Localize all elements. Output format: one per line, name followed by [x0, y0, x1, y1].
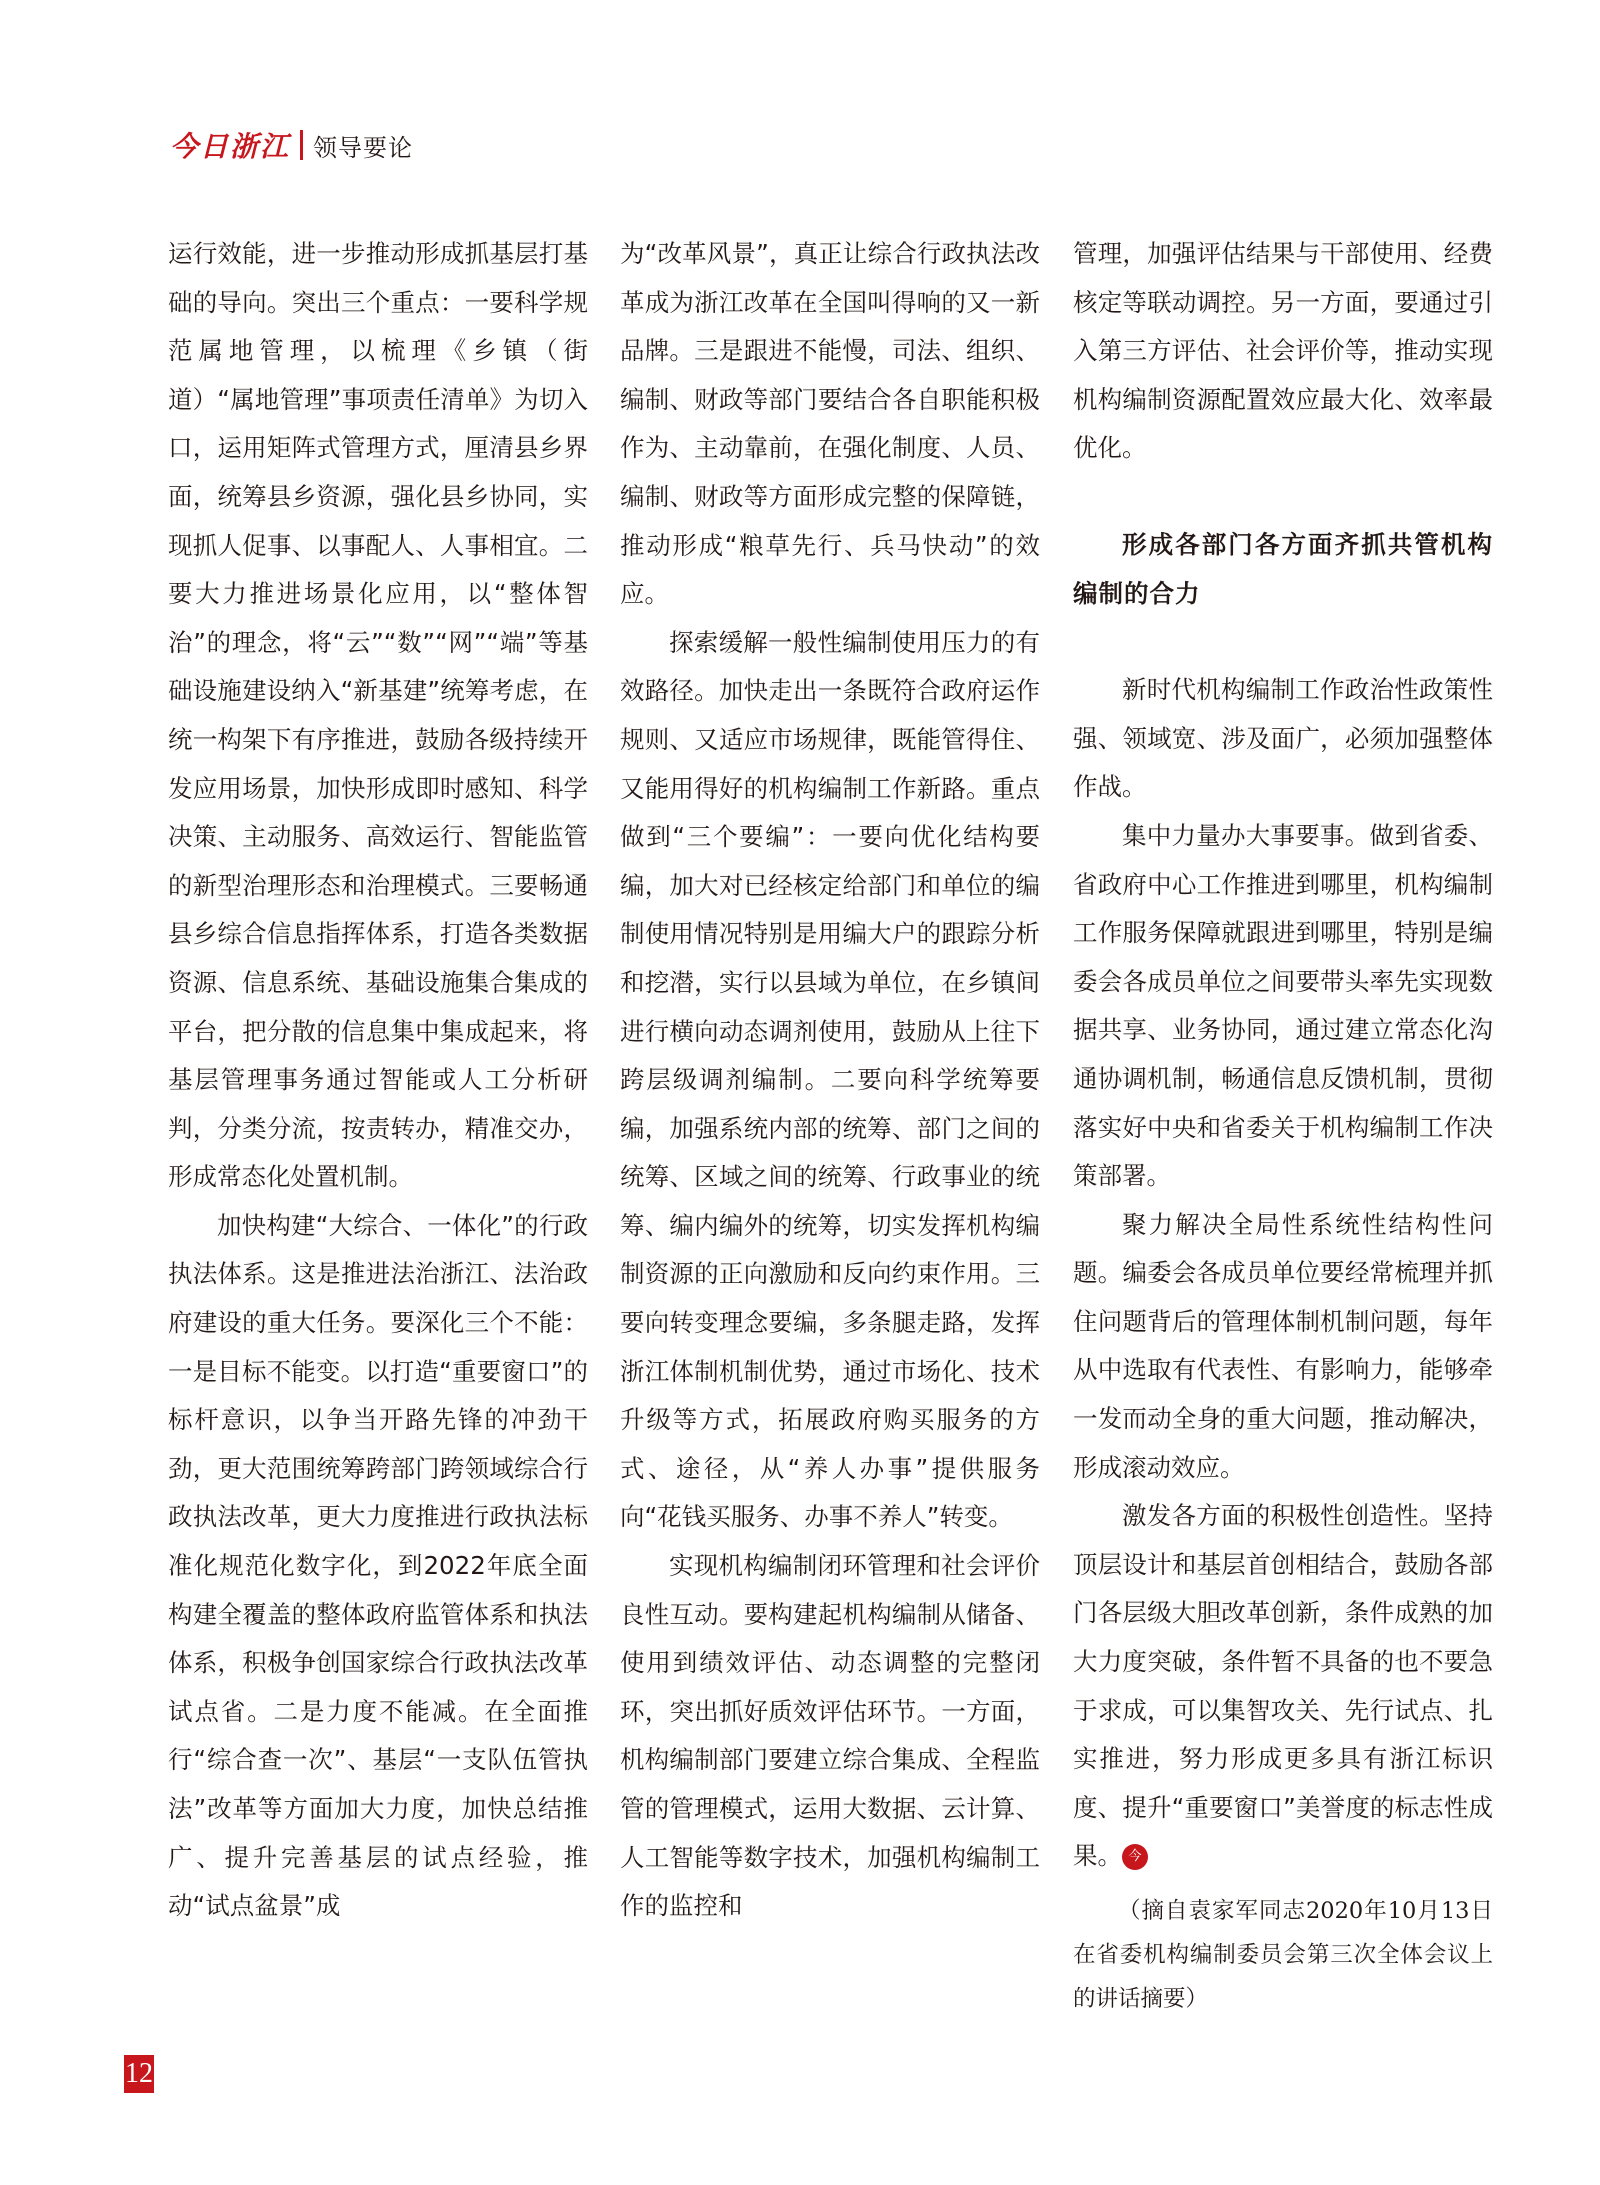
paragraph-lead: 聚力解决全局性系统性结构性问题。	[1073, 1209, 1493, 1288]
column-1	[168, 230, 588, 1931]
column-3	[1073, 230, 1493, 2021]
paragraph-body: 编委会各成员单位要经常梳理并抓住问题背后的管理体制机制问题，每年从中选取有代表性、有影响力，能够牵一发而动全身的重大问题，推动解决，形成滚动效应。	[1073, 1258, 1493, 1482]
paragraph-body: 坚持顶层设计和基层首创相结合，鼓励各部门各层级大胆改革创新，条件成熟的加大力度突破，条件暂不具备的也不要急于求成，可以集智攻关、先行试点、扎实推进，努力形成更多具有浙江标识度、提升“重要窗口”美誉度的标志性成果。	[1073, 1501, 1493, 1871]
paragraph-lead: 集中力量办大事要事。	[1122, 820, 1370, 850]
paragraph	[1073, 1201, 1493, 1493]
end-mark-icon: 今	[1122, 1844, 1148, 1870]
paragraph-lead: 激发各方面的积极性创造性。	[1122, 1501, 1444, 1531]
page-header	[170, 125, 413, 165]
paragraph: 加快构建“大综合、一体化”的行政执法体系。这是推进法治浙江、法治政府建设的重大任务。要深化三个不能：一是目标不能变。以打造“重要窗口”的标杆意识，以争当开路先锋的冲劲干劲，更大范围统筹跨部门跨领域综合行政执法改革，更大力度推进行政执法标准化规范化数字化，到2022年底全面构建全覆盖的整体政府监管体系和执法体系，积极争创国家综合行政执法改革试点省。二是力度不能减。在全面推行“综合查一次”、基层“一支队伍管执法”改革等方面加大力度，加快总结推广、提升完善基层的试点经验，推动“试点盆景”成	[168, 1210, 588, 1921]
paragraph: 新时代机构编制工作政治性政策性强、领域宽、涉及面广，必须加强整体作战。	[1073, 675, 1493, 802]
paragraph: 实现机构编制闭环管理和社会评价良性互动。要构建起机构编制从储备、使用到绩效评估、动态调整的完整闭环，突出抓好质效评估环节。一方面，机构编制部门要建立综合集成、全程监管的管理模式，运用大数据、云计算、人工智能等数字技术，加强机构编制工作的监控和	[620, 1551, 1040, 1921]
header-divider	[300, 130, 303, 160]
paragraph: 探索缓解一般性编制使用压力的有效路径。加快走出一条既符合政府运作规则、又适应市场规律，既能管得住、又能用得好的机构编制工作新路。重点做到“三个要编”：一要向优化结构要编，加大对已经核定给部门和单位的编制使用情况特别是用编大户的跟踪分析和挖潜，实行以县域为单位，在乡镇间进行横向动态调剂使用，鼓励从上往下跨层级调剂编制。二要向科学统筹要编，加强系统内部的统筹、部门之间的统筹、区域之间的统筹、行政事业的统筹、编内编外的统筹，切实发挥机构编制资源的正向激励和反向约束作用。三要向转变理念要编，多条腿走路，发挥浙江体制机制优势，通过市场化、技术升级等方式，拓展政府购买服务的方式、途径，从“养人办事”提供服务向“花钱买服务、办事不养人”转变。	[620, 627, 1040, 1532]
magazine-logo: 今日浙江	[170, 130, 291, 163]
paragraph	[1073, 1492, 1493, 1881]
paragraph-body: 做到省委、省政府中心工作推进到哪里，机构编制工作服务保障就跟进到哪里，特别是编委会各成员单位之间要带头率先实现数据共享、业务协同，通过建立常态化沟通协调机制，畅通信息反馈机制，贯彻落实好中央和省委关于机构编制工作决策部署。	[1073, 820, 1493, 1191]
section-title: 领导要论	[313, 133, 414, 162]
paragraph: 管理，加强评估结果与干部使用、经费核定等联动调控。另一方面，要通过引入第三方评估、社会评价等，推动实现机构编制资源配置效应最大化、效率最优化。	[1073, 239, 1493, 463]
source-note: （摘自袁家军同志2020年10月13日在省委机构编制委员会第三次全体会议上的讲话摘要）	[1073, 1898, 1493, 2012]
paragraph	[1073, 812, 1493, 1201]
column-2	[620, 230, 1040, 1931]
paragraph: 运行效能，进一步推动形成抓基层打基础的导向。突出三个重点：一要科学规范属地管理，以梳理《乡镇（街道）“属地管理”事项责任清单》为切入口，运用矩阵式管理方式，厘清县乡界面，统筹县乡资源，强化县乡协同，实现抓人促事、以事配人、人事相宜。二要大力推进场景化应用，以“整体智治”的理念，将“云”“数”“网”“端”等基础设施建设纳入“新基建”统筹考虑，在统一构架下有序推进，鼓励各级持续开发应用场景，加快形成即时感知、科学决策、主动服务、高效运行、智能监管的新型治理形态和治理模式。三要畅通县乡综合信息指挥体系，打造各类数据资源、信息系统、基础设施集合集成的平台，把分散的信息集中集成起来，将基层管理事务通过智能或人工分析研判，分类分流，按责转办，精准交办，形成常态化处置机制。	[168, 239, 588, 1192]
paragraph: 为“改革风景”，真正让综合行政执法改革成为浙江改革在全国叫得响的又一新品牌。三是跟进不能慢，司法、组织、编制、财政等部门要结合各自职能积极作为、主动靠前，在强化制度、人员、编制、财政等方面形成完整的保障链，推动形成“粮草先行、兵马快动”的效应。	[620, 239, 1040, 609]
page-number: 12	[124, 2055, 154, 2093]
section-heading: 形成各部门各方面齐抓共管机构编制的合力	[1073, 529, 1493, 608]
